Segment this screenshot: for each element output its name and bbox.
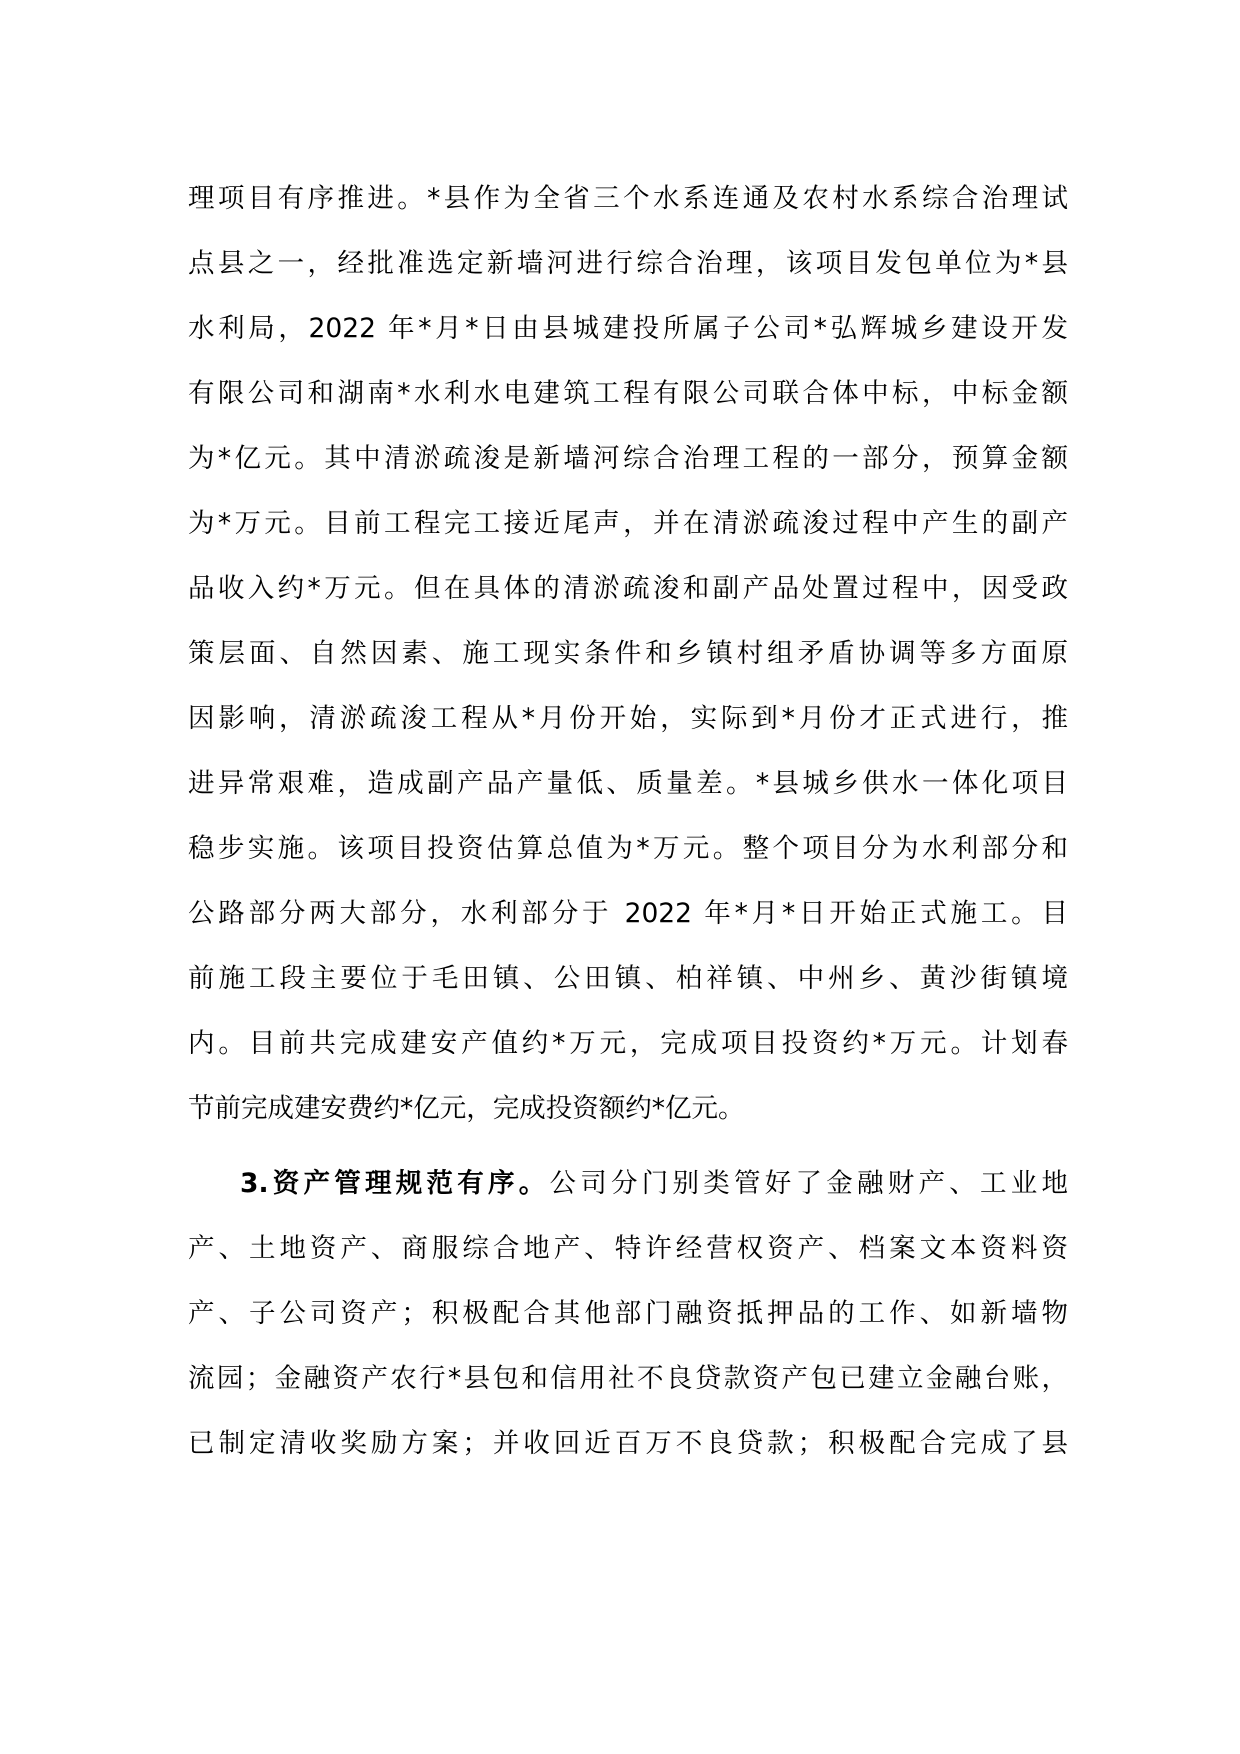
paragraph-line: 点县之一，经批准选定新墙河进行综合治理，该项目发包单位为*县: [188, 248, 1068, 279]
heading-continuation: 公司分门别类管好了金融财产、工业地: [549, 1168, 1068, 1199]
paragraph-first-line: [188, 1151, 1068, 1216]
paragraph-line: 流园；金融资产农行*县包和信用社不良贷款资产包已建立金融台账，: [188, 1363, 1068, 1394]
paragraph-line: 已制定清收奖励方案；并收回近百万不良贷款；积极配合完成了县: [188, 1428, 1068, 1459]
paragraph-line: 公路部分两大部分，水利部分于 2022 年*月*日开始正式施工。目: [188, 898, 1068, 929]
paragraph-line: 品收入约*万元。但在具体的清淤疏浚和副产品处置过程中，因受政: [188, 573, 1068, 604]
paragraph-line: 为*亿元。其中清淤疏浚是新墙河综合治理工程的一部分，预算金额: [188, 443, 1068, 474]
paragraph-line: 因影响，清淤疏浚工程从*月份开始，实际到*月份才正式进行，推: [188, 703, 1068, 734]
paragraph-line: 进异常艰难，造成副产品产量低、质量差。*县城乡供水一体化项目: [188, 768, 1068, 799]
paragraph-line: 为*万元。目前工程完工接近尾声，并在清淤疏浚过程中产生的副产: [188, 508, 1068, 539]
paragraph-line: 水利局，2022 年*月*日由县城建投所属子公司*弘辉城乡建设开发: [188, 313, 1068, 344]
paragraph-line: 前施工段主要位于毛田镇、公田镇、柏祥镇、中州乡、黄沙街镇境: [188, 963, 1068, 994]
paragraph-line: 有限公司和湖南*水利水电建筑工程有限公司联合体中标，中标金额: [188, 378, 1068, 409]
paragraph-line: 策层面、自然因素、施工现实条件和乡镇村组矛盾协调等多方面原: [188, 638, 1068, 669]
paragraph-line: 产、子公司资产；积极配合其他部门融资抵押品的工作、如新墙物: [188, 1298, 1068, 1329]
paragraph-line: 理项目有序推进。*县作为全省三个水系连通及农村水系综合治理试: [188, 183, 1068, 214]
paragraph-line: 稳步实施。该项目投资估算总值为*万元。整个项目分为水利部分和: [188, 833, 1068, 864]
paragraph-line: 产、土地资产、商服综合地产、特许经营权资产、档案文本资料资: [188, 1233, 1068, 1264]
paragraph-line: 节前完成建安费约*亿元，完成投资额约*亿元。: [188, 1093, 745, 1124]
paragraph-line: 内。目前共完成建安产值约*万元，完成项目投资约*万元。计划春: [188, 1028, 1068, 1059]
paragraph-asset-management: [188, 1151, 1068, 1476]
section-heading: 3.资产管理规范有序。: [240, 1168, 550, 1199]
paragraph-project-progress: [188, 166, 1068, 1141]
